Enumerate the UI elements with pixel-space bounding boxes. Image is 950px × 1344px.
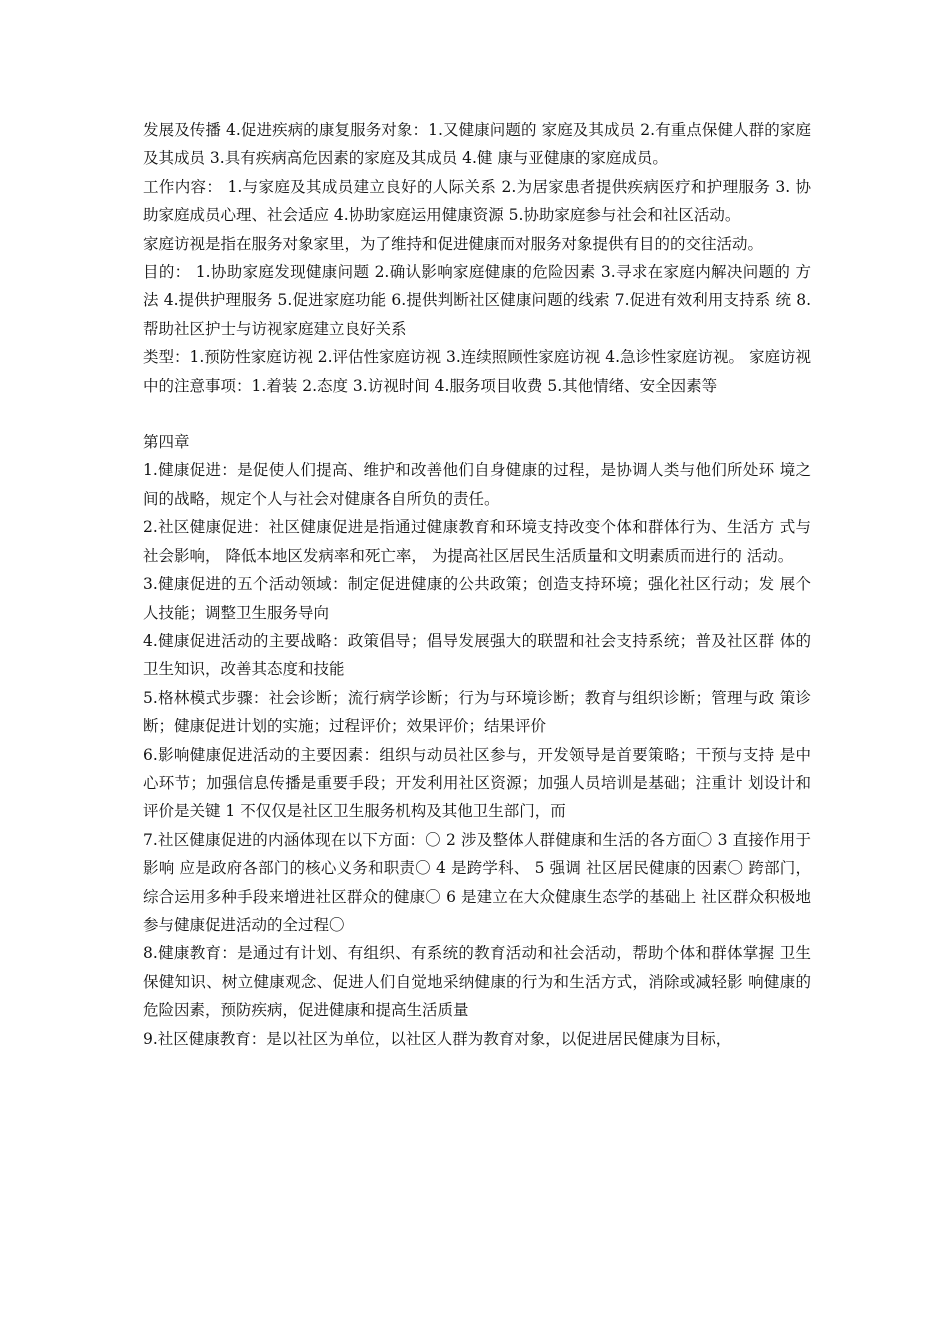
- section-spacer: [143, 400, 811, 428]
- chapter-heading: 第四章: [143, 433, 190, 452]
- chapter-item-9: 9.社区健康教育：是以社区为单位，以社区人群为教育对象，以促进居民健康为目标，: [143, 1029, 732, 1048]
- document-body: [143, 116, 811, 1053]
- chapter-item-3: 3.健康促进的五个活动领域：制定促进健康的公共政策；创造支持环境；强化社区行动；发 展个人技能；调整卫生服务导向: [143, 575, 811, 622]
- chapter-item-8: 8.健康教育：是通过有计划、有组织、有系统的教育活动和社会活动，帮助个体和群体掌握 卫生保健知识、树立健康观念、促进人们自觉地采纳健康的行为和生活方式，消除或减轻影 响健康的危险因素，预防疾病，促进健康和提高生活质量: [143, 944, 811, 1020]
- home-visit-type-paragraph: 类型：1.预防性家庭访视 2.评估性家庭访视 3.连续照顾性家庭访视 4.急诊性家庭访视。 家庭访视中的注意事项：1.着装 2.态度 3.访视时间 4.服务项目收费 5.其他情绪、安全因素等: [143, 348, 811, 395]
- chapter-item-7: 7.社区健康促进的内涵体现在以下方面：〇 2 涉及整体人群健康和生活的各方面〇 3 直接作用于影响 应是政府各部门的核心义务和职责〇 4 是跨学科、 5 强调 社区居民健康的因素〇 跨部门， 综合运用多种手段来增进社区群众的健康〇 6 是建立在大众健康生态学的基础上 社区群众积极地参与健康促进活动的全过程〇: [143, 830, 811, 934]
- chapter-item-5: 5.格林模式步骤：社会诊断；流行病学诊断；行为与环境诊断；教育与组织诊断；管理与政 策诊断；健康促进计划的实施；过程评价；效果评价；结果评价: [143, 688, 811, 736]
- service-target-paragraph: 发展及传播 4.促进疾病的康复服务对象：1.又健康问题的 家庭及其成员 2.有重点保健人群的家庭及其成员 3.具有疾病高危因素的家庭及其成员 4.健 康与亚健康的家庭成员。: [143, 121, 811, 168]
- chapter-item-6: 6.影响健康促进活动的主要因素：组织与动员社区参与，开发领导是首要策略；干预与支持 是中心环节；加强信息传播是重要手段；开发利用社区资源；加强人员培训是基础；注重计 划设计和评价是关键 1 不仅仅是社区卫生服务机构及其他卫生部门，而: [143, 745, 811, 821]
- chapter-item-4: 4.健康促进活动的主要战略：政策倡导；倡导发展强大的联盟和社会支持系统；普及社区群 体的卫生知识，改善其态度和技能: [143, 631, 811, 679]
- home-visit-purpose-paragraph: 目的： 1.协助家庭发现健康问题 2.确认影响家庭健康的危险因素 3.寻求在家庭内解决问题的 方法 4.提供护理服务 5.促进家庭功能 6.提供判断社区健康问题的线索 7.促进有效利用支持系 统 8.帮助社区护士与访视家庭建立良好关系: [143, 263, 811, 338]
- chapter-four-section: [143, 428, 811, 1053]
- chapter-item-2: 2.社区健康促进：社区健康促进是指通过健康教育和环境支持改变个体和群体行为、生活方 式与社会影响， 降低本地区发病率和死亡率， 为提高社区居民生活质量和文明素质而进行的 活动。: [143, 518, 811, 565]
- home-visit-definition-paragraph: 家庭访视是指在服务对象家里，为了维持和促进健康而对服务对象提供有目的的交往活动。: [143, 234, 764, 253]
- family-nursing-section: [143, 116, 811, 400]
- work-content-paragraph: 工作内容： 1.与家庭及其成员建立良好的人际关系 2.为居家患者提供疾病医疗和护理服务 3. 协助家庭成员心理、社会适应 4.协助家庭运用健康资源 5.协助家庭参与社会和社区活动。: [143, 177, 811, 225]
- chapter-item-1: 1.健康促进：是促使人们提高、维护和改善他们自身健康的过程，是协调人类与他们所处环 境之间的战略，规定个人与社会对健康各自所负的责任。: [143, 461, 811, 508]
